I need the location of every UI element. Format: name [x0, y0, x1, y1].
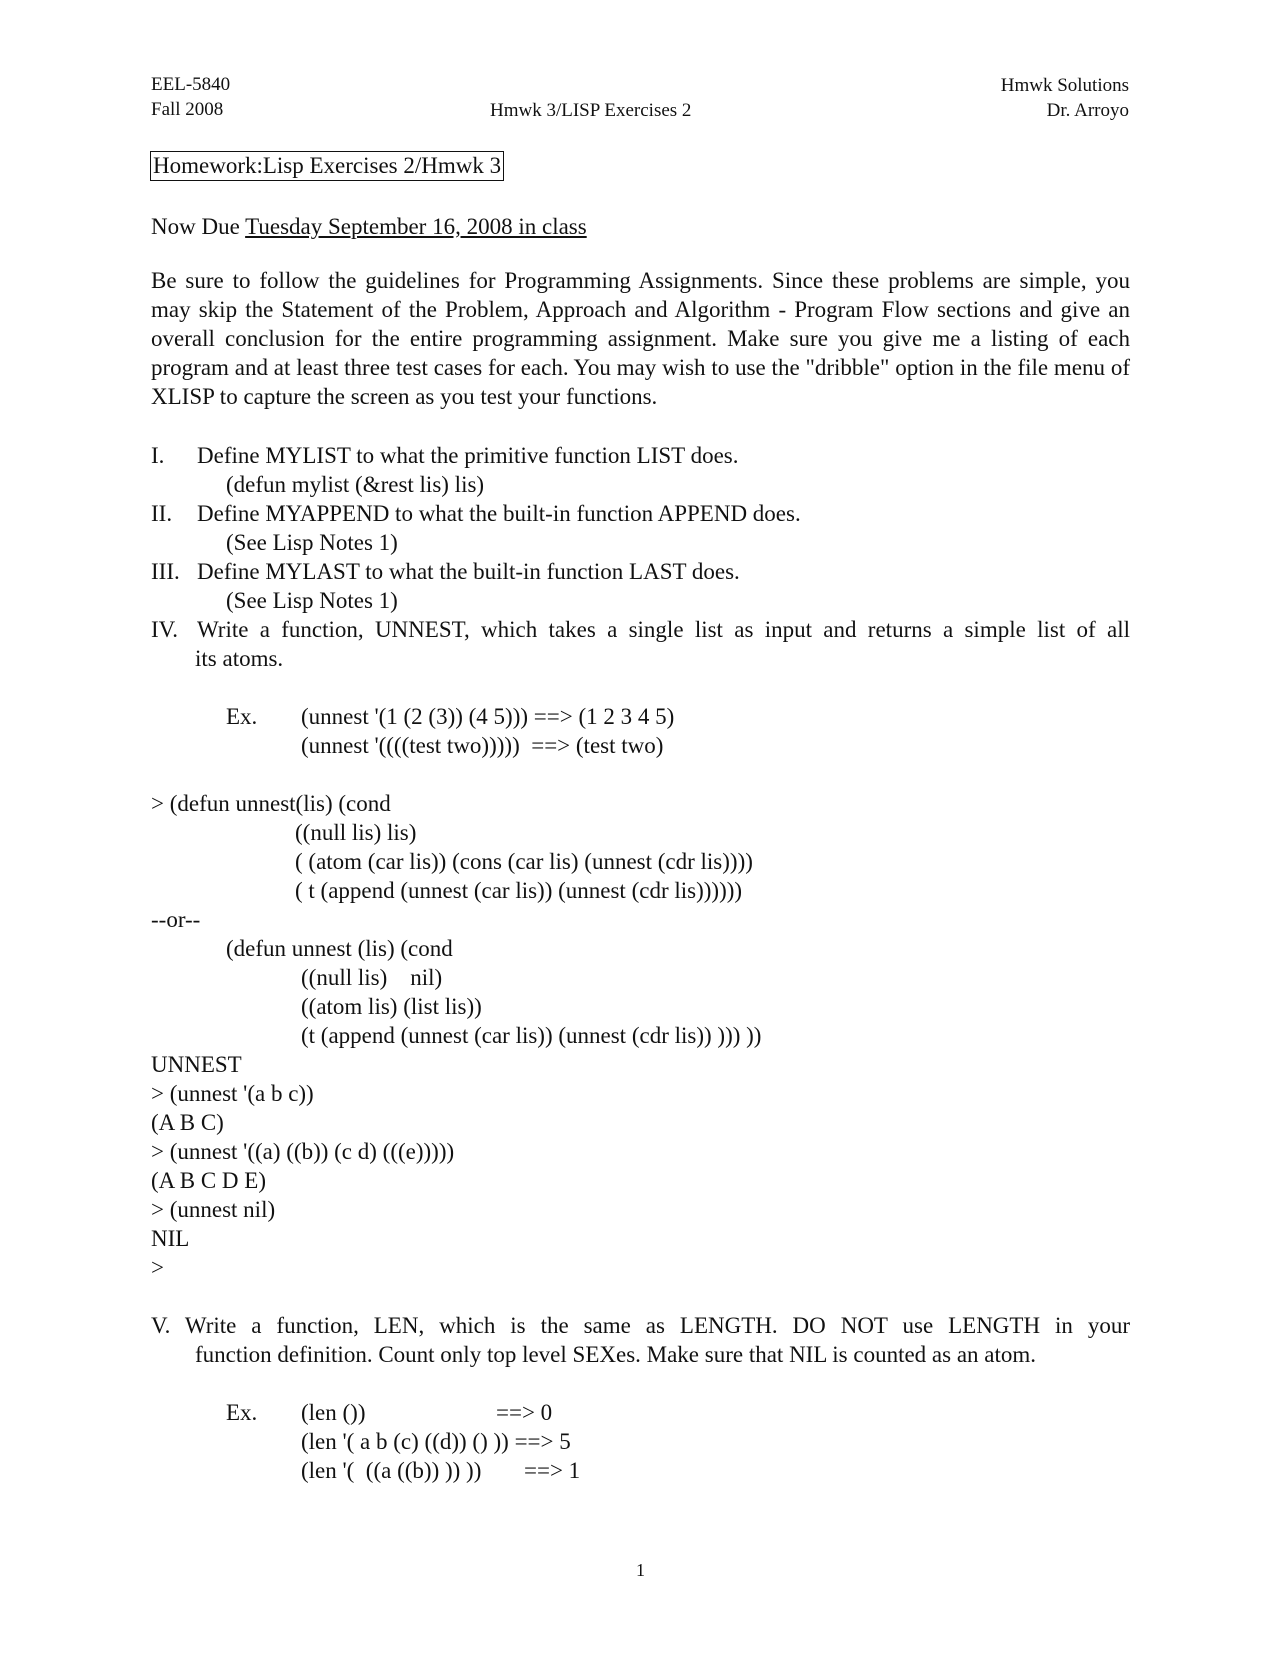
intro-paragraph: Be sure to follow the guidelines for Programming Assignments. Since these problems are simple, you may skip the Statement of the Problem, Approach and Algorithm - Program Flow sections and give an overall conclusion for the entire programming assignment. Make sure you give me a listing of each program and at least three test cases for each. You may wish to use the "dribble" option in the file menu of XLISP to capture the screen as you test your functions. — [151, 268, 1130, 409]
header-center-title: Hmwk 3/LISP Exercises 2 — [490, 100, 692, 121]
code2-line1: (defun unnest (lis) (cond — [226, 936, 453, 961]
item-2-sub: (See Lisp Notes 1) — [226, 530, 398, 555]
item-1-number: I. — [151, 443, 165, 468]
code1-line4: ( t (append (unnest (car lis)) (unnest (cdr lis)))))) — [295, 878, 743, 903]
item-1-sub: (defun mylist (&rest lis) lis) — [226, 472, 485, 497]
session-line: (A B C) — [151, 1110, 224, 1135]
code1-line2: ((null lis) lis) — [295, 820, 417, 845]
code2-line2: ((null lis) nil) — [301, 965, 443, 990]
term: Fall 2008 — [151, 99, 224, 120]
len-example-3-expr: (len '( ((a ((b)) )) )) — [301, 1458, 482, 1483]
page-number: 1 — [636, 1560, 645, 1580]
item-4-text: Write a function, UNNEST, which takes a single list as input and returns a simple list of all — [197, 617, 1130, 642]
item-5-line2: function definition. Count only top level SEXes. Make sure that NIL is counted as an atom. — [195, 1342, 1037, 1367]
len-example-1-expr: (len ()) — [301, 1400, 366, 1425]
item-5-line1: V. Write a function, LEN, which is the same as LENGTH. DO NOT use LENGTH in your — [151, 1313, 1130, 1338]
session-line: > (unnest '((a) ((b)) (c d) (((e))))) — [151, 1139, 455, 1164]
item-3-number: III. — [151, 559, 180, 584]
session-line: (A B C D E) — [151, 1168, 266, 1193]
due-line — [151, 212, 587, 241]
item-2-number: II. — [151, 501, 173, 526]
unnest-example-2: (unnest '((((test two))))) ==> (test two) — [301, 733, 664, 758]
homework-title: Homework:Lisp Exercises 2/Hmwk 3 — [150, 151, 504, 181]
len-example-2: (len '( a b (c) ((d)) () )) ==> 5 — [301, 1429, 571, 1454]
item-1-text: Define MYLIST to what the primitive function LIST does. — [197, 443, 739, 468]
len-example-3-result: ==> 1 — [524, 1458, 581, 1483]
session-line: > — [151, 1255, 164, 1280]
item-3-text: Define MYLAST to what the built-in function LAST does. — [197, 559, 740, 584]
unnest-example-label: Ex. — [226, 704, 258, 729]
session-line: > (unnest nil) — [151, 1197, 276, 1222]
code1-line1: > (defun unnest(lis) (cond — [151, 791, 391, 816]
code2-line3: ((atom lis) (list lis)) — [301, 994, 482, 1019]
due-date: Tuesday September 16, 2008 in class — [245, 214, 587, 239]
or-separator: --or-- — [151, 907, 201, 932]
code1-line3: ( (atom (car lis)) (cons (car lis) (unnest (cdr lis)))) — [295, 849, 753, 874]
item-4-number: IV. — [151, 617, 179, 642]
item-4-text-cont: its atoms. — [195, 646, 284, 671]
code2-line4: (t (append (unnest (car lis)) (unnest (cdr lis)) ))) )) — [301, 1023, 762, 1048]
unnest-example-1: (unnest '(1 (2 (3)) (4 5))) ==> (1 2 3 4 5) — [301, 704, 675, 729]
course-code: EEL-5840 — [151, 74, 231, 95]
item-3-sub: (See Lisp Notes 1) — [226, 588, 398, 613]
item-2-text: Define MYAPPEND to what the built-in function APPEND does. — [197, 501, 801, 526]
header-right-title: Hmwk Solutions — [1000, 75, 1129, 96]
session-line: UNNEST — [151, 1052, 242, 1077]
instructor: Dr. Arroyo — [1046, 100, 1129, 121]
due-prefix: Now Due — [151, 214, 246, 239]
session-line: NIL — [151, 1226, 190, 1251]
session-line: > (unnest '(a b c)) — [151, 1081, 314, 1106]
len-example-1-result: ==> 0 — [496, 1400, 553, 1425]
len-example-label: Ex. — [226, 1400, 258, 1425]
